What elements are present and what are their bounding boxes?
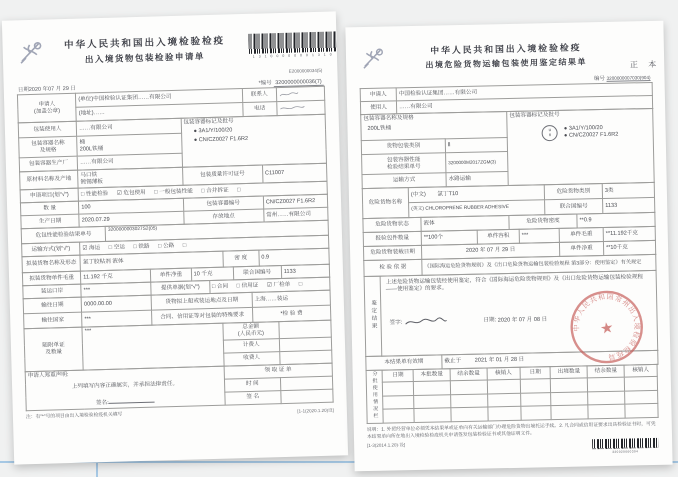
empty-cell [414, 395, 451, 409]
field-label: 数 量 [20, 201, 79, 216]
field-label: 联合国编号 [233, 266, 282, 280]
field-label: 随附单证 及数量 [24, 327, 83, 372]
field-label: 合同、信用证等对包装的特殊要求 [152, 307, 253, 325]
field-value: 常州……有限公司 [263, 207, 328, 222]
background-frame-line-vertical [96, 461, 98, 477]
form-title: 出入境货物包装检验申请单 [84, 50, 206, 64]
empty-cell [487, 380, 520, 394]
field-value: 上海……装运 [252, 290, 331, 307]
checkbox-option: □ [237, 186, 241, 193]
empty-cell [624, 377, 657, 391]
empty-cell [551, 378, 588, 392]
field-value: **0.9 [577, 212, 655, 228]
field-label: 包装质量许可证号 [182, 165, 263, 185]
column-header: 核销人 [487, 367, 520, 380]
signature-line [109, 396, 155, 404]
empty-cell [625, 390, 658, 404]
field-label: 鉴定结果 [370, 299, 377, 331]
field-label: 包装容器名称 及规格 [19, 136, 78, 158]
field-value: 水路运输 [446, 172, 508, 187]
checkbox-option: □ 铁路 [133, 243, 150, 250]
field-value: 3类 [602, 182, 654, 198]
empty-cell [488, 407, 521, 421]
barcode [592, 438, 658, 454]
field-value: C11007 [262, 163, 327, 183]
serial-label: 编号 [593, 75, 606, 83]
field-label: 原材料名称及产地 [20, 170, 79, 190]
field-label: 计费人 [223, 339, 280, 354]
form-subnumber: E2000000034(5) [288, 67, 323, 74]
field-label: 装运口岸 [23, 284, 82, 299]
field-value: ……有限公司 [77, 153, 182, 170]
column-header: 结余数量 [450, 368, 487, 381]
field-value: *** [81, 282, 152, 297]
serial-value: 3200000000036(7) [273, 79, 324, 87]
field-label: 货物拟上船或装运地点及日期 [151, 292, 252, 310]
empty-cell [520, 393, 551, 407]
footer-note: 注：有"*"号的项目由出入境检验检疫机关填写 [25, 412, 123, 421]
date-label: 日期: [483, 317, 497, 325]
field-value: *** [519, 228, 559, 243]
packaging-mark-cell [507, 108, 655, 185]
stamp-text: 中华人民共和国常州出入境检验检疫局 [573, 293, 640, 361]
field-label: 申请人 [360, 88, 396, 102]
handwritten-signature [404, 316, 448, 327]
column-header: 结余数量 [587, 365, 624, 378]
field-value: **10千克 [603, 240, 655, 255]
field-label: 电话 [242, 102, 276, 117]
date-value: 2020 年 07 月 08 日 [497, 316, 548, 324]
field-label: 包装容器标记及批号 [509, 111, 560, 119]
column-header: 出境数量 [550, 366, 587, 379]
stamp-star-icon: ★ [598, 318, 615, 338]
field-value: **11.192千克 [603, 226, 655, 241]
org-title: 中华人民共和国出入境检验检疫 [430, 41, 582, 56]
empty-cell [551, 392, 588, 406]
field-label: 使用人 [360, 101, 396, 115]
field-label: 包装容器编号 [183, 196, 264, 211]
field-label: 运输方式(划"√") [22, 242, 81, 257]
field-value: ……有限公司 [396, 95, 652, 113]
sign-label: 签名: [95, 399, 109, 407]
field-value: (地址)…… [76, 103, 243, 122]
field-value: 桶 200L铁桶 [77, 133, 182, 156]
container-cell [361, 112, 508, 141]
packaging-mark-cell [181, 114, 327, 167]
barcode-digits: 1 3 1 0 0 0 0 0 0 0 1 3 1 0 [252, 52, 334, 59]
checkbox-option: □ [182, 242, 187, 249]
field-label: 危险货物密度 [509, 214, 577, 229]
checkbox-option: □ 信用证 [236, 282, 259, 289]
dg-name-cn: (中文) 氯丁T10 [408, 185, 544, 203]
barcode-bars [592, 438, 658, 449]
org-title: 中华人民共和国出入境检验检疫 [63, 35, 226, 51]
field-label: 货物包装类别 [361, 139, 445, 155]
field-value: *** [82, 323, 224, 370]
field-label: 生产日期 [21, 214, 80, 229]
column-header: 核销人 [624, 364, 657, 377]
checkbox-option: ☑ 厂检单 [266, 281, 291, 288]
ciq-emblem-icon [359, 43, 388, 74]
field-label: 单件毛重 [559, 228, 603, 243]
sign-label: 签字: [389, 319, 403, 326]
result-cell [380, 270, 658, 356]
container-mark-band [360, 108, 655, 189]
form-code: [1-1(2020.1.20)设] [297, 407, 334, 414]
batch-label-cell [366, 370, 383, 423]
checkbox-option: □ 公路 [158, 242, 175, 249]
field-value: 氯丁胶粘剂 液体 [80, 251, 223, 271]
field-label: 输往国家 [24, 312, 83, 329]
empty-cell [520, 379, 551, 393]
field-label: 收费人 [223, 352, 280, 367]
field-value: 1133 [603, 197, 655, 213]
field-label: 危险货物名称 [362, 188, 409, 219]
copy-type-label: 正 本 [629, 59, 661, 70]
serial-value: 3200000007030(904) [606, 75, 651, 81]
field-label: 时 间 [224, 378, 281, 393]
field-value: 中国检验认证集团……有限公司 [396, 82, 652, 100]
handwriting-mark [279, 104, 305, 112]
field-value: 液体 [421, 215, 509, 231]
field-label: 提供单据(划"√") [151, 281, 210, 296]
declaration-band [25, 363, 334, 412]
checkbox-option: □ 一般包装性能 [154, 187, 193, 196]
column-header: 日期 [520, 367, 551, 380]
column-header: 本批数量 [413, 369, 450, 382]
empty-cell [383, 382, 414, 396]
application-form-document [2, 11, 348, 464]
field-label: 输往日期 [23, 297, 82, 314]
field-label: 总金额 (人民币元) [223, 322, 280, 341]
field-value: 0.9 [259, 248, 330, 266]
column-header: 日期 [382, 370, 413, 383]
checkbox-option: □ 合并拆证 [201, 186, 229, 194]
dg-name-en: (英文) CHLOROPRENE RUBBER ADHESIVE [409, 200, 545, 218]
empty-cell [383, 395, 414, 409]
field-label: 危包性能检验结果单号 [21, 226, 106, 243]
field-label: 存放地点 [183, 209, 264, 224]
empty-cell [450, 380, 487, 394]
field-label: 本结果单有效期 [366, 355, 442, 371]
empty-cell [588, 391, 625, 405]
empty-cell [588, 405, 625, 419]
field-value [279, 320, 332, 338]
mark-line: ● 3A1/Y/100/20 [193, 127, 233, 135]
mark-line: ● 3A1/Y/100/20 [563, 125, 603, 132]
checkbox-option: ☑ 危包使用 [116, 189, 146, 197]
validity-value: 截止于 2021 年 01 月 28 日 [442, 350, 658, 369]
receive-cert-header: 领 取 证 单 [224, 363, 333, 379]
field-label: 包装使用人 [18, 121, 77, 138]
field-label: 包装容器名称及规格 [363, 114, 414, 123]
appraisal-result-document [345, 21, 672, 472]
field-label: 单件容积 [477, 229, 519, 244]
field-label: 检 验 依 据 [364, 259, 422, 276]
field-label: 报验包件数量 [363, 231, 421, 246]
field-label: 拟装货物名称及形态 [22, 255, 81, 273]
field-value: 100 [79, 198, 184, 214]
mark-line: ● CN/CZ0027 F1.6R2 [563, 131, 619, 139]
field-label: 签 名 [224, 391, 281, 406]
result-label-cell [364, 276, 382, 356]
field-value [281, 389, 334, 403]
field-value: *** [82, 310, 153, 327]
field-label: 危险货物状态 [363, 217, 421, 232]
field-value: 10 千克 [191, 267, 233, 281]
field-value: 3200000M2017ZGM(3) [446, 152, 508, 173]
field-label: 申请人 (加盖公章) [17, 93, 76, 123]
serial-label: *编号 [258, 80, 272, 87]
result-text: 上述危险货物运输包装经使用鉴定，符合《国际海运危险货物规则》及《出口危险货物运输包装检验规程——使用鉴定》的要求。 [385, 274, 644, 293]
empty-cell [451, 407, 488, 421]
checkbox-option: □ 性能检验 [80, 190, 109, 198]
field-value: 1133 [281, 264, 330, 278]
field-value: 3200000003027S2(05) [105, 220, 328, 241]
declaration-cell [25, 366, 225, 411]
checkbox-option: □ 空运 [108, 243, 125, 251]
handwriting-mark [279, 90, 299, 98]
field-label: 申请项目(划"√") [20, 188, 79, 203]
field-label: 密 度 [223, 250, 260, 267]
form-title: 出境危险货物运输包装使用鉴定结果单 [425, 56, 587, 70]
ciq-emblem-icon [15, 36, 46, 69]
field-value: 2020 年 07 月 29 日 [421, 242, 559, 259]
result-band [364, 270, 659, 357]
field-value: 马口铁 镀锡薄板 [78, 167, 183, 188]
barcode-bars [248, 31, 337, 53]
field-label: 联系人 [242, 88, 276, 103]
checkbox-option: □ [298, 280, 303, 288]
field-value: (单位)中国检验认证集团……有限公司 [76, 89, 243, 108]
form-header [359, 37, 652, 73]
field-value [276, 86, 325, 101]
field-label: 包装容器生产厂 [19, 156, 78, 172]
empty-cell [383, 409, 414, 423]
field-label: 联合国编号 [545, 199, 603, 215]
empty-cell [487, 393, 520, 407]
field-label: 拟装货物单件毛重 [22, 271, 81, 286]
empty-cell [588, 378, 625, 392]
field-value: **100个 [421, 230, 477, 245]
field-label: 包装容器标记及批号 [183, 118, 234, 126]
field-value: CN/CZ0027 F1.6R2 [263, 194, 328, 209]
field-value: ……有限公司 [76, 118, 181, 136]
field-value: 2020.07.29 [79, 211, 184, 227]
field-value: Ⅱ [445, 138, 507, 153]
field-value: 0000.00.00 [81, 295, 152, 312]
empty-cell [413, 381, 450, 395]
empty-cell [451, 394, 488, 408]
mark-line: ● CN/CZ0027 F1.6R2 [193, 135, 249, 144]
fee-header: *检 验 费 [252, 305, 331, 322]
field-label: 危险货物装载日期 [363, 245, 421, 260]
field-value: 200L铁桶 [367, 125, 392, 132]
declaration-body: 上列填写内容正确属实，并承担法律责任。 [71, 380, 179, 390]
checkbox-option: ☑ 海运 [82, 244, 101, 252]
fill-date: 日期2020 年07 月 29 日 [17, 85, 76, 94]
empty-cell [521, 406, 552, 420]
empty-cell [551, 405, 588, 419]
field-label: 单件净重 [151, 268, 191, 282]
batch-usage-band [366, 364, 659, 424]
field-label: 运输方式 [362, 173, 446, 189]
field-label: 包装容器性能 检验结果单号 [362, 153, 446, 175]
form-code: [1-3(2014.1.20)·设] [367, 442, 406, 449]
barcode [248, 31, 337, 58]
field-label: 单件净重 [559, 242, 603, 257]
barcode-digits: 320020000304 [612, 449, 639, 454]
field-value: 《国际海运危险货物规则》及《出口危险货物运输包装检验规程 第3部分：使用鉴定》有关规定 [422, 254, 656, 275]
declaration-title: 申请人郑重声明: [27, 371, 69, 380]
footer-note: 说明：1. 外贸经营单位必须凭本结果单或证单向有关运输部门办理危险货物出境托运手续。2. 凡合同或信用证要求出具检验证书时，可凭本结果单向所在地出入境检验检疫机关申请签发包装检验证书或其他证明文件。 [366, 421, 656, 441]
field-label: 分批使用情况栏 [371, 370, 379, 420]
field-value: 11.192 千克 [81, 269, 152, 284]
empty-cell [625, 404, 658, 418]
checkbox-option: □ 合同 [211, 283, 229, 290]
un-packaging-symbol: u n [542, 125, 558, 141]
field-label: 危险货物类别 [544, 184, 602, 200]
empty-cell [414, 408, 451, 422]
